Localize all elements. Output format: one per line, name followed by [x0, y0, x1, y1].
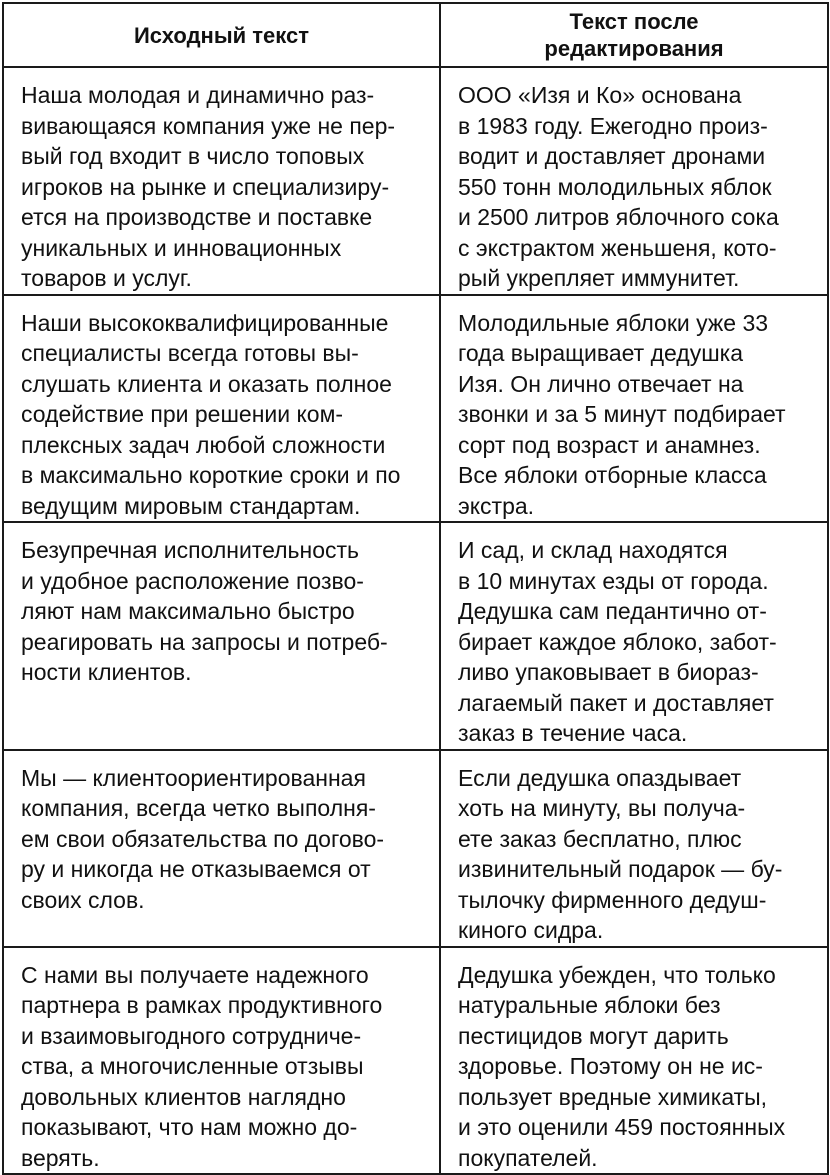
text-line: верять. — [21, 1144, 100, 1171]
text-line: ности клиентов. — [21, 659, 192, 685]
text-line: в 1983 году. Ежегодно произ- — [458, 112, 768, 139]
text-line: компания, всегда четко выполня- — [21, 795, 376, 821]
text-line: ливо упаковывает в биораз- — [458, 659, 759, 685]
text-line: Все яблоки отборные класса — [458, 462, 767, 488]
table-row — [3, 295, 828, 523]
original-text-cell — [3, 522, 440, 750]
text-line: экстра. — [458, 492, 535, 519]
text-line: плексных задач любой сложности — [21, 431, 386, 458]
text-line: товаров и услуг. — [21, 265, 192, 291]
table-row — [3, 522, 828, 750]
text-line: лагаемый пакет и доставляет — [458, 689, 774, 716]
text-line: С нами вы получаете надежного — [21, 961, 369, 988]
text-line: уникальных и инновационных — [21, 234, 342, 261]
text-line: извинительный подарок — бу- — [458, 856, 783, 882]
text-line: и это оценили 459 постоянных — [458, 1114, 786, 1140]
edited-text-cell — [440, 947, 828, 1175]
text-line: ем свои обязательства по догово- — [21, 825, 385, 852]
text-line: ляют нам максимально быстро — [21, 598, 355, 624]
edited-text-cell — [440, 295, 828, 523]
text-line: с экстрактом женьшеня, кото- — [458, 234, 777, 261]
text-line: вый год входит в число топовых — [21, 143, 365, 169]
text-line: содействие при решении ком- — [21, 401, 344, 427]
header-edited-label-line2: редактирования — [544, 36, 724, 61]
original-text-cell — [3, 67, 440, 295]
text-line: И сад, и склад находятся — [458, 537, 728, 563]
text-line: Дедушка сам педантично от- — [458, 598, 767, 624]
text-line: в максимально короткие сроки и по — [21, 462, 401, 488]
text-line: игроков на рынке и специализиру- — [21, 173, 390, 200]
text-line: ете заказ бесплатно, плюс — [458, 825, 742, 852]
comparison-table — [2, 2, 829, 1175]
text-line: специалисты всегда готовы вы- — [21, 340, 359, 366]
text-line: реагировать на запросы и потреб- — [21, 628, 388, 655]
original-text-cell — [3, 295, 440, 523]
table-row — [3, 750, 828, 947]
edited-text-cell — [440, 522, 828, 750]
text-line: слушать клиента и оказать полное — [21, 370, 392, 397]
text-line: Изя. Он лично отвечает на — [458, 370, 744, 397]
text-line: тылочку фирменного дедуш- — [458, 886, 767, 913]
text-line: здоровье. Поэтому он не ис- — [458, 1053, 763, 1079]
text-line: звонки и за 5 минут подбирает — [458, 401, 786, 427]
text-line: водит и доставляет дронами — [458, 143, 766, 169]
text-line: пестицидов могут дарить — [458, 1022, 729, 1049]
text-line: бирает каждое яблоко, забот- — [458, 628, 777, 655]
original-text-cell — [3, 947, 440, 1175]
text-line: покупателей. — [458, 1144, 598, 1171]
text-line: и удобное расположение позво- — [21, 567, 364, 594]
text-line: ется на производстве и поставке — [21, 204, 373, 230]
text-line: в 10 минутах езды от города. — [458, 567, 769, 594]
text-line: и 2500 литров яблочного сока — [458, 204, 779, 230]
header-edited — [440, 3, 828, 67]
original-text-cell — [3, 750, 440, 947]
text-line: ру и никогда не отказываемся от — [21, 856, 371, 882]
text-line: пользует вредные химикаты, — [458, 1083, 768, 1110]
text-line: показывают, что нам можно до- — [21, 1114, 358, 1140]
header-original-label: Исходный текст — [133, 22, 309, 48]
text-line: партнера в рамках продуктивного — [21, 992, 383, 1018]
text-line: 550 тонн молодильных яблок — [458, 173, 772, 200]
text-line: Если дедушка опаздывает — [458, 764, 742, 791]
text-line: Безупречная исполнительность — [21, 537, 360, 563]
header-original — [3, 3, 440, 67]
text-line: и взаимовыгодного сотрудниче- — [21, 1022, 362, 1049]
text-line: Мы — клиентоориентированная — [21, 764, 366, 791]
text-line: хоть на минуту, вы получа- — [458, 795, 746, 821]
text-line: ведущим мировым стандартам. — [21, 492, 361, 519]
text-line: заказ в течение часа. — [458, 720, 688, 746]
text-line: Дедушка убежден, что только — [458, 961, 776, 988]
text-line: сорт под возраст и анамнез. — [458, 431, 761, 458]
text-line: ООО «Изя и Ко» основана — [458, 82, 742, 108]
text-line: своих слов. — [21, 886, 145, 913]
header-edited-label-line1: Текст после — [569, 9, 699, 34]
text-line: вивающаяся компания уже не пер- — [21, 112, 396, 139]
text-line: киного сидра. — [458, 917, 604, 943]
text-line: рый укрепляет иммунитет. — [458, 265, 740, 291]
header-row — [3, 3, 828, 67]
text-line: года выращивает дедушка — [458, 340, 744, 366]
text-line: Наша молодая и динамично раз- — [21, 82, 375, 108]
table-row — [3, 947, 828, 1175]
edited-text-cell — [440, 67, 828, 295]
text-line: довольных клиентов наглядно — [21, 1083, 346, 1110]
text-line: ства, а многочисленные отзывы — [21, 1053, 364, 1079]
text-line: Молодильные яблоки уже 33 — [458, 309, 769, 336]
edited-text-cell — [440, 750, 828, 947]
text-line: Наши высококвалифицированные — [21, 309, 389, 336]
text-line: натуральные яблоки без — [458, 992, 721, 1018]
table-row — [3, 67, 828, 295]
